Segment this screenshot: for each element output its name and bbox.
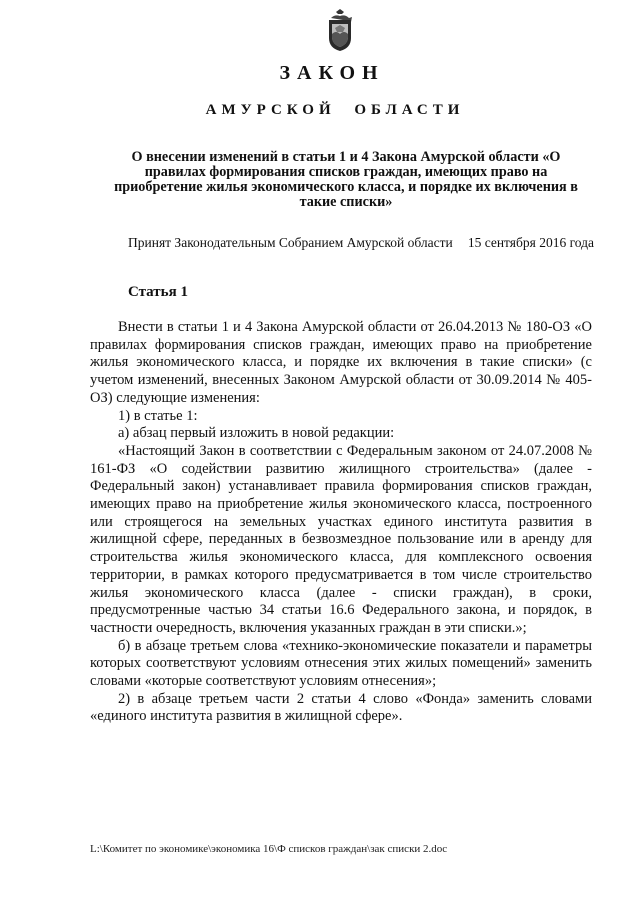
file-path: L:\Комитет по экономике\экономика 16\Ф списков граждан\зак списки 2.doc bbox=[90, 843, 448, 855]
article-paragraph: «Настоящий Закон в соответствии с Федеральным законом от 24.07.2008 № 161-ФЗ «О содействии развитию жилищного строительства» (далее - Федеральный закон) устанавливает правила формирования списков граждан, имеющих право на приобретение жилья экономического класса, построенного или строящегося на земельных участках единого института развития в жилищной сфере, переданных в безвозмездное пользование или в аренду для строительства жилья экономического класса, для комплексного освоения территории, в рамках которого предусматривается в том числе строительство жилья экономического класса (далее - списки граждан), в сроки, предусмотренные частью 34 статьи 16.6 Федерального закона, и порядок, в частности очередность, включения указанных граждан в эти списки.»; bbox=[90, 442, 592, 636]
article-paragraph: 1) в статье 1: bbox=[118, 407, 198, 424]
coat-of-arms-icon bbox=[325, 8, 355, 52]
article-body bbox=[90, 319, 592, 726]
adoption-line bbox=[128, 235, 594, 251]
article-paragraph: б) в абзаце третьем слова «технико-экономические показатели и параметры которых соответствуют условиям отнесения этих жилых помещений» заменить словами «которые соответствуют условиям отнесения»; bbox=[90, 637, 592, 690]
region-title: АМУРСКОЙ ОБЛАСТИ bbox=[205, 102, 465, 118]
article-paragraph: 2) в абзаце третьем части 2 статьи 4 слово «Фонда» заменить словами «единого института развития в жилищной сфере». bbox=[90, 690, 592, 725]
law-title: ЗАКОН bbox=[279, 62, 385, 84]
article-paragraph: а) абзац первый изложить в новой редакции: bbox=[118, 425, 395, 442]
article-paragraph: Внести в статьи 1 и 4 Закона Амурской области от 26.04.2013 № 180-ОЗ «О правилах формирования списков граждан, имеющих право на приобретение жилья экономического класса, и порядке их включения в такие списки» (с учетом изменений, внесенных Законом Амурской области от 30.09.2014 № 405-ОЗ) следующие изменения: bbox=[90, 319, 592, 406]
adopted-by: Принят Законодательным Собранием Амурской области bbox=[128, 235, 453, 250]
article-heading: Статья 1 bbox=[128, 284, 188, 300]
law-subject: О внесении изменений в статьи 1 и 4 Закона Амурской области «О правилах формирования списков граждан, имеющих право на приобретение жилья экономического класса, и порядке их включения в такие списки» bbox=[114, 149, 578, 210]
adoption-date: 15 сентября 2016 года bbox=[467, 235, 594, 250]
